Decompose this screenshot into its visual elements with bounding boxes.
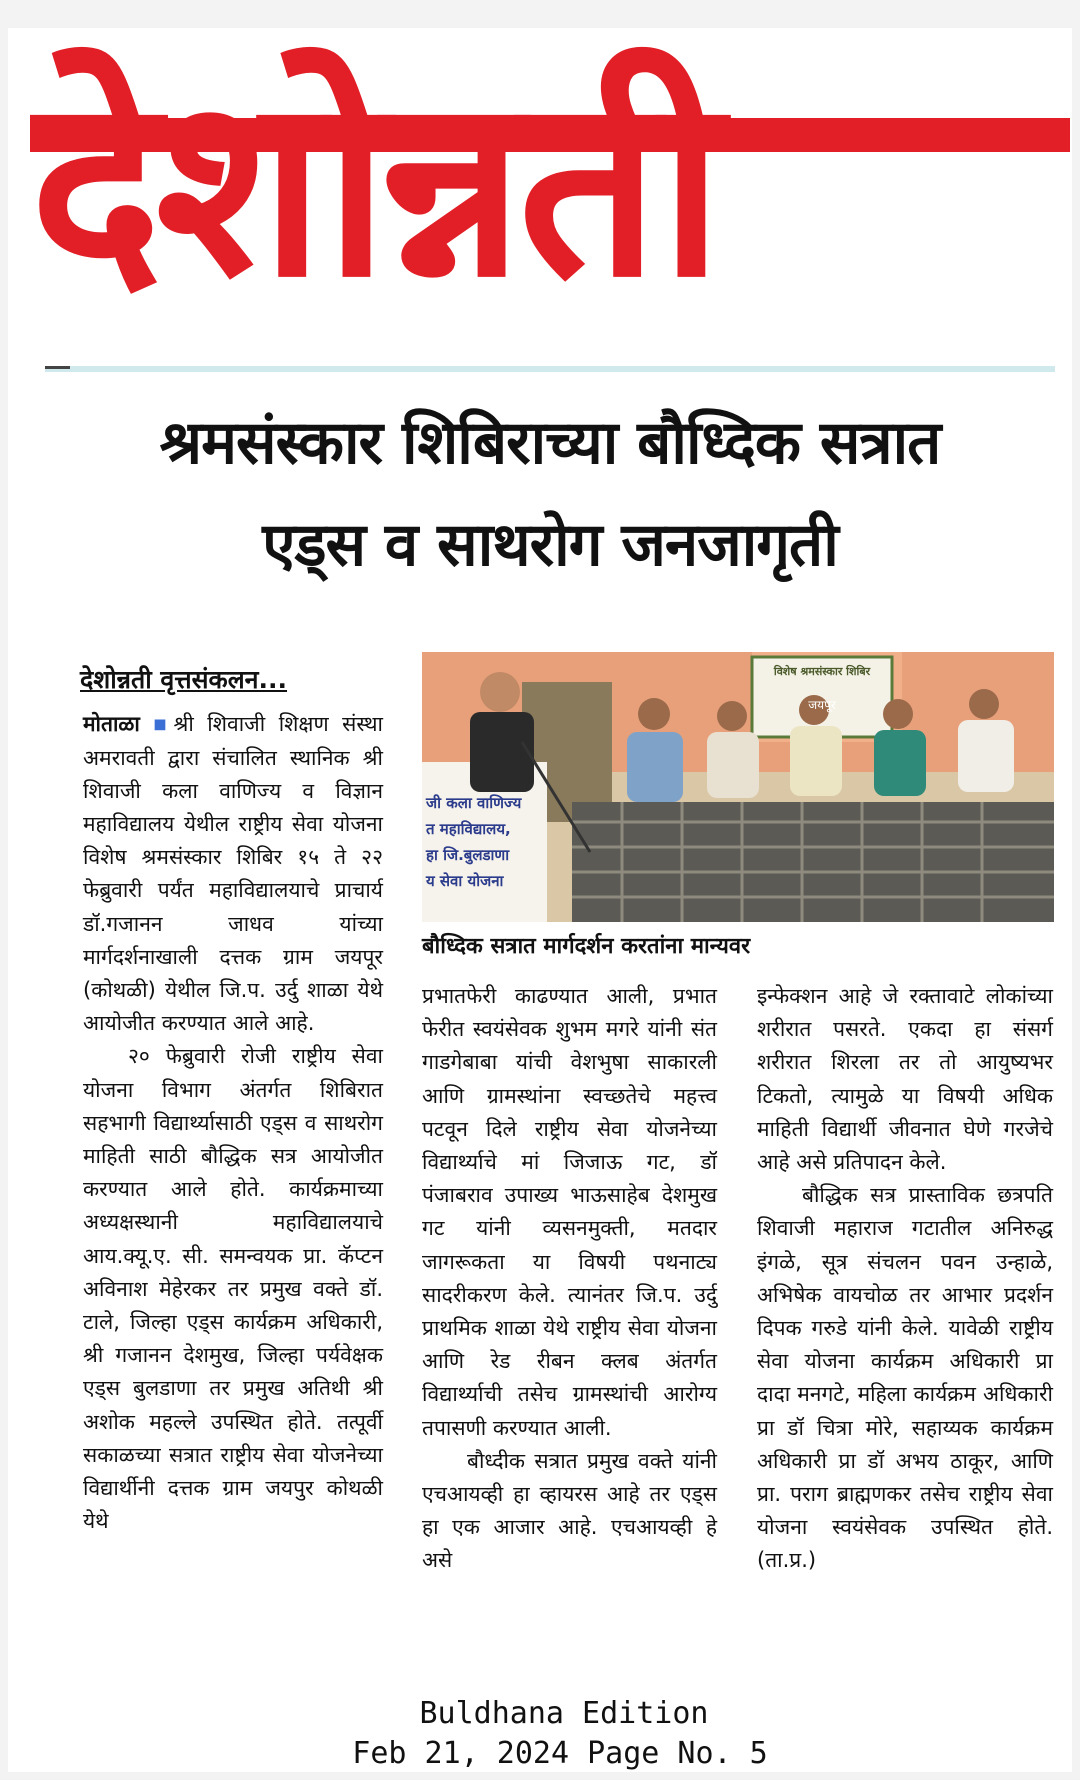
event-photo: [422, 652, 1054, 922]
headline-line-1: श्रमसंस्कार शिबिराच्या बौध्दिक सत्रात: [159, 408, 941, 478]
photo-banner-right: विशेष श्रमसंस्कार शिबिर: [773, 665, 871, 678]
column-2-paragraph-1: प्रभातफेरी काढण्यात आली, प्रभात फेरीत स्वयंसेवक शुभम मगरे यांनी संत गाडगेबाबा यांची वेशभुषा साकारली आणि ग्रामस्थांना स्वच्छतेचे महत्त्व पटवून दिले राष्ट्रीय सेवा योजनेच्या विद्यार्थ्याचे मां जिजाऊ गट, डॉ पंजाबराव उपाख्य भाऊसाहेब देशमुख गट यांनी व्यसनमुक्ती, मतदार जागरूकता या विषयी पथनाट्य सादरीकरण केले. त्यानंतर जि.प. उर्दु प्राथमिक शाळा येथे राष्ट्रीय सेवा योजना आणि रेड रीबन क्लब अंतर्गत विद्यार्थ्याची तसेच ग्रामस्थांची आरोग्य तपासणी करण्यात आली.: [422, 984, 717, 1440]
footer-date-page: Feb 21, 2024 Page No. 5: [352, 1736, 768, 1771]
column-1-paragraph-2: २० फेब्रुवारी रोजी राष्ट्रीय सेवा योजना विभाग अंतर्गत शिबिरात सहभागी विद्यार्थ्यासाठी एड्स व साथरोग माहिती साठी बौद्धिक सत्र आयोजीत करण्यात आले होते. कार्यक्रमाच्या अध्यक्षस्थानी महाविद्यालयाचे आय.क्यू.ए. सी. समन्वयक प्रा. कॅप्टन अविनाश मेहेरकर तर प्रमुख वक्ते डॉ. टाले, जिल्हा एड्स कार्यक्रम अधिकारी, श्री गजानन देशमुख, जिल्हा पर्यवेक्षक एड्स बुलडाणा तर प्रमुख अतिथी श्री अशोक महल्ले उपस्थित होते. तत्पूर्वी सकाळच्या सत्रात राष्ट्रीय सेवा योजनेच्या विद्यार्थीनी दत्तक ग्राम जयपुर कोथळी येथे: [83, 1044, 383, 1534]
article-column-3: [757, 980, 1053, 1578]
column-1-text-1: श्री शिवाजी शिक्षण संस्था अमरावती द्वारा संचालित स्थानिक श्री शिवाजी कला वाणिज्य व विज्ञान महाविद्यालय येथील राष्ट्रीय सेवा योजना विशेष श्रमसंस्कार शिबिर १५ ते २२ फेब्रुवारी पर्यंत महाविद्यालयाचे प्राचार्य डॉ.गजानन जाधव यांच्या मार्गदर्शनाखाली दत्तक ग्राम जयपूर (कोथळी) येथील जि.प. उर्दु शाळा येथे आयोजीत करण्यात आले आहे.: [83, 712, 383, 1036]
column-1-paragraph-1: [83, 708, 383, 1040]
article-column-2: [422, 980, 717, 1578]
photo-caption: बौध्दिक सत्रात मार्गदर्शन करतांना मान्यवर: [422, 934, 751, 959]
article-column-1: [83, 708, 383, 1538]
masthead-rule-mark: [45, 366, 70, 369]
column-3-paragraph-2: बौद्धिक सत्र प्रास्ताविक छत्रपति शिवाजी महाराज गटातील अनिरुद्ध इंगळे, सूत्र संचलन पवन उन्हाळे, अभिषेक वायचोळ तर आभार प्रदर्शन दिपक गरुडे यांनी केले. यावेळी राष्ट्रीय सेवा योजना कार्यक्रम अधिकारी प्रा दादा मनगटे, महिला कार्यक्रम अधिकारी प्रा डॉ चित्रा मोरे, सहाय्यक कार्यक्रम अधिकारी प्रा डॉ अभय ठाकूर, आणि प्रा. पराग ब्राह्मणकर तसेच राष्ट्रीय सेवा योजना स्वयंसेवक उपस्थित होते. (ता.प्र.): [757, 1183, 1053, 1573]
masthead-title: देशोन्नती: [30, 44, 718, 332]
masthead-rule: [45, 366, 1055, 372]
headline-line-2: एड्स व साथरोग जनजागृती: [262, 510, 838, 580]
photo-banner-left: जी कला वाणिज्य त महाविद्यालय, हा जि.बुलडाणा य सेवा योजना: [426, 794, 522, 890]
square-bullet-icon: ■: [153, 716, 174, 733]
byline: देशोन्नती वृत्तसंकलन...: [80, 665, 288, 694]
photo-banner-right-sub: जयपूर: [808, 698, 836, 712]
article-headline: [60, 392, 1040, 596]
footer-edition: Buldhana Edition: [419, 1696, 709, 1731]
column-2-paragraph-2: बौध्दीक सत्रात प्रमुख वक्ते यांनी एचआयव्ही हा व्हायरस आहे तर एड्स हा एक आजार आहे. एचआयव्ही हे असे: [422, 1448, 717, 1573]
column-3-paragraph-1: इन्फेक्शन आहे जे रक्तावाटे लोकांच्या शरीरात पसरते. एकदा हा संसर्ग शरीरात शिरला तर तो आयुष्यभर टिकतो, त्यामुळे या विषयी अधिक माहिती विद्यार्थी जीवनात घेणे गरजेचे आहे असे प्रतिपादन केले.: [757, 984, 1053, 1175]
dateline: मोताळा: [83, 712, 140, 736]
